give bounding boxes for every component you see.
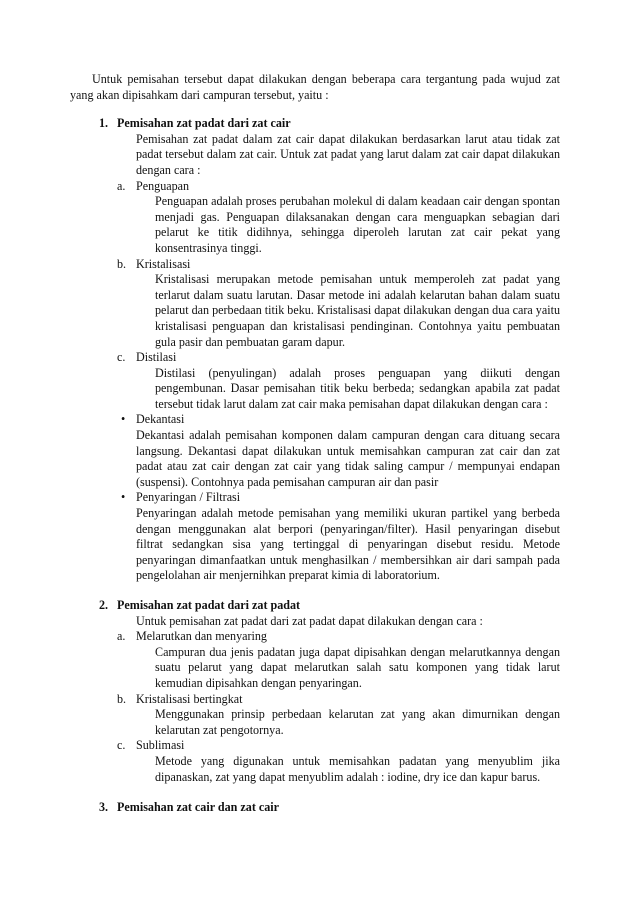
- subsection-title: Penguapan: [136, 178, 190, 193]
- subsection-title: Kristalisasi bertingkat: [136, 691, 243, 706]
- section-number: 2.: [99, 598, 109, 612]
- section-3: [99, 800, 560, 816]
- section-body: Untuk pemisahan zat padat dari zat padat dapat dilakukan dengan cara :: [136, 613, 483, 628]
- section-title: Pemisahan zat padat dari zat cair: [117, 116, 291, 131]
- subsection-b: [117, 256, 560, 351]
- bullet-body: Dekantasi adalah pemisahan komponen dalam campuran dengan cara dituang secara langsung. Dekantasi dapat dilakukan untuk memisahkan campuran zat cair dan zat padat atau zat cair dengan zat cair yang tidak saling campur / mempunyai endapan (suspensi). Contohnya pada pemisahan campuran air dan pasir: [136, 428, 560, 489]
- subsection-title: Distilasi: [136, 350, 177, 365]
- section-number: 3.: [99, 800, 109, 815]
- subsection-c: [117, 350, 560, 412]
- bullet-icon: •: [121, 412, 126, 427]
- section-title: Pemisahan zat padat dari zat padat: [117, 598, 301, 612]
- subsection-body: Kristalisasi merupakan metode pemisahan untuk memperoleh zat padat yang terlarut dalam suatu larutan. Dasar metode ini adalah kelarutan bahan dalam suatu pelarut dan perbedaan titik beku. Kristalisasi dapat dilakukan dengan dua cara yaitu kristalisasi penguapan dan kristalisasi pendinginan. Contohnya yaitu pembuatan gula pasir dan pembuatan garam dapur.: [155, 272, 560, 349]
- subsection-letter: a.: [117, 629, 126, 644]
- bullet-body: Penyaringan adalah metode pemisahan yang memiliki ukuran partikel yang berbeda dengan menggunakan alat berpori (penyaringan/filter). Hasil penyaringan disebut filtrat sedangkan sisa yang tertinggal di penyaringan disebut residu. Metode penyaringan dimanfaatkan untuk menghasilkan / membersihkan air dari sampah pada pengelolahan air menjernihkan preparat kimia di laboratorium.: [136, 506, 560, 583]
- section-title: Pemisahan zat cair dan zat cair: [117, 800, 280, 815]
- intro-paragraph: Untuk pemisahan tersebut dapat dilakukan dengan beberapa cara tergantung pada wujud zat yang akan dipisahkam dari campuran tersebut, yaitu :: [70, 72, 560, 102]
- section-heading: [99, 800, 560, 816]
- section-heading: [99, 116, 560, 132]
- subsection-title: Sublimasi: [136, 738, 185, 753]
- subsection-body: Metode yang digunakan untuk memisahkan padatan yang menyublim jika dipanaskan, zat yang dapat menyublim adalah : iodine, dry ice dan kapur barus.: [155, 753, 560, 784]
- section-body: Pemisahan zat padat dalam zat cair dapat dilakukan berdasarkan larut atau tidak zat padat tersebut dalam zat cair. Untuk zat padat yang larut dalam zat cair dapat dilakukan dengan cara :: [136, 131, 560, 177]
- section-2: [99, 598, 560, 785]
- subsection-c: [117, 738, 560, 785]
- bullet-title-line: [121, 412, 560, 428]
- subsection-body: Distilasi (penyulingan) adalah proses penguapan yang diikuti dengan pengembunan. Dasar pemisahan titik beku berbeda; sedangkan apabila zat padat tersebut tidak larut dalam zat cair maka pemisahan dapat dilakukan dengan cara :: [155, 365, 560, 411]
- subsection-letter: a.: [117, 178, 126, 193]
- section-heading: [99, 598, 560, 614]
- subsection-body: Campuran dua jenis padatan juga dapat dipisahkan dengan melarutkannya dengan suatu pelarut yang dapat melarutkan salah satu komponen yang tidak larut kemudian dipisahkan dengan penyaringan.: [155, 644, 560, 690]
- bullet-title-line: [121, 490, 560, 506]
- bullet-title: Dekantasi: [136, 412, 185, 427]
- subsection-a: [117, 178, 560, 257]
- subsection-body: Menggunakan prinsip perbedaan kelarutan zat yang akan dimurnikan dengan kelarutan zat pengotornya.: [155, 707, 560, 737]
- subsection-letter: b.: [117, 691, 127, 706]
- subsection-body: Penguapan adalah proses perubahan molekul di dalam keadaan cair dengan spontan menjadi gas. Penguapan dilaksanakan dengan cara menguapkan sebagian dari pelarut ke titik didihnya, sehingga diperoleh larutan zat cair pekat yang konsentrasinya tinggi.: [155, 194, 560, 255]
- subsection-letter: b.: [117, 256, 127, 271]
- subsection-title: Kristalisasi: [136, 256, 191, 271]
- bullet-icon: •: [121, 490, 126, 505]
- subsection-letter: c.: [117, 738, 126, 753]
- subsection-letter: c.: [117, 350, 126, 365]
- subsection-title: Melarutkan dan menyaring: [136, 629, 267, 644]
- subsection-b: [117, 691, 560, 739]
- section-number: 1.: [99, 116, 109, 131]
- bullet-title: Penyaringan / Filtrasi: [136, 490, 241, 505]
- bullet-dekantasi: [121, 412, 560, 490]
- section-1: [99, 116, 560, 584]
- subsection-a: [117, 629, 560, 691]
- bullet-penyaringan: [121, 490, 560, 584]
